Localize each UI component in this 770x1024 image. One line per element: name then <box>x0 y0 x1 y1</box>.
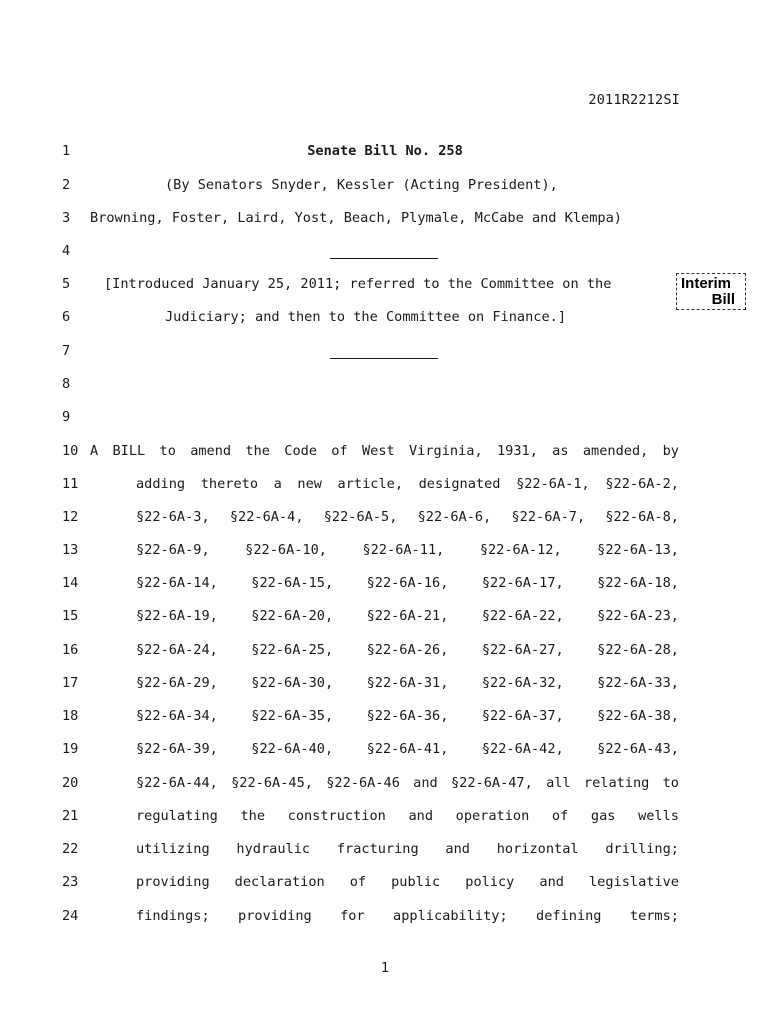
document-code: 2011R2212SI <box>588 92 680 108</box>
bill-line <box>0 207 770 229</box>
bill-text: §22-6A-39, §22-6A-40, §22-6A-41, §22-6A-42, §22-6A-43, <box>136 741 679 757</box>
bill-line <box>0 672 770 694</box>
bill-text: providing declaration of public policy and legislative <box>136 874 679 890</box>
bill-line <box>0 738 770 760</box>
bill-line <box>0 871 770 893</box>
line-number: 19 <box>62 741 79 757</box>
bill-line <box>0 306 770 328</box>
line-number: 8 <box>62 376 71 392</box>
bill-text: §22-6A-14, §22-6A-15, §22-6A-16, §22-6A-17, §22-6A-18, <box>136 575 679 591</box>
line-number: 7 <box>62 343 71 359</box>
bill-text: utilizing hydraulic fracturing and horizontal drilling; <box>136 841 679 857</box>
line-number: 3 <box>62 210 71 226</box>
stamp-line-1: Interim <box>681 275 732 292</box>
stamp-line-2: Bill <box>711 291 735 308</box>
line-number: 13 <box>62 542 79 558</box>
introduction-line: [Introduced January 25, 2011; referred to the Committee on the <box>104 276 612 292</box>
line-number: 20 <box>62 775 79 791</box>
introduction-line: Judiciary; and then to the Committee on Finance.] <box>165 309 567 325</box>
bill-line <box>0 539 770 561</box>
line-number: 18 <box>62 708 79 724</box>
line-number: 9 <box>62 409 71 425</box>
line-number: 15 <box>62 608 79 624</box>
bill-line <box>0 140 770 162</box>
line-number: 12 <box>62 509 79 525</box>
line-number: 23 <box>62 874 79 890</box>
bill-line <box>0 440 770 462</box>
bill-text: §22-6A-9, §22-6A-10, §22-6A-11, §22-6A-12, §22-6A-13, <box>136 542 679 558</box>
bill-title: Senate Bill No. 258 <box>307 143 463 159</box>
line-number: 4 <box>62 243 71 259</box>
sponsors-line: (By Senators Snyder, Kessler (Acting President), <box>165 177 558 193</box>
bill-line <box>0 805 770 827</box>
bill-line <box>0 838 770 860</box>
bill-text: §22-6A-44, §22-6A-45, §22-6A-46 and §22-6A-47, all relating to <box>136 775 679 791</box>
line-number: 5 <box>62 276 71 292</box>
bill-line <box>0 506 770 528</box>
divider-rule <box>330 358 438 359</box>
bill-line <box>0 905 770 927</box>
line-number: 14 <box>62 575 79 591</box>
line-number: 21 <box>62 808 79 824</box>
bill-text: §22-6A-3, §22-6A-4, §22-6A-5, §22-6A-6, §22-6A-7, §22-6A-8, <box>136 509 679 525</box>
sponsors-line: Browning, Foster, Laird, Yost, Beach, Plymale, McCabe and Klempa) <box>90 210 622 226</box>
bill-line <box>0 605 770 627</box>
bill-line <box>0 273 770 295</box>
bill-text: §22-6A-19, §22-6A-20, §22-6A-21, §22-6A-22, §22-6A-23, <box>136 608 679 624</box>
line-number: 24 <box>62 908 79 924</box>
bill-text: adding thereto a new article, designated §22-6A-1, §22-6A-2, <box>136 476 679 492</box>
bill-line <box>0 705 770 727</box>
line-number: 11 <box>62 476 79 492</box>
bill-line <box>0 772 770 794</box>
line-number: 16 <box>62 642 79 658</box>
line-number: 22 <box>62 841 79 857</box>
bill-text: §22-6A-24, §22-6A-25, §22-6A-26, §22-6A-27, §22-6A-28, <box>136 642 679 658</box>
interim-bill-stamp <box>676 273 746 310</box>
bill-text: §22-6A-34, §22-6A-35, §22-6A-36, §22-6A-37, §22-6A-38, <box>136 708 679 724</box>
bill-line <box>0 174 770 196</box>
divider-rule <box>330 258 438 259</box>
bill-text: §22-6A-29, §22-6A-30, §22-6A-31, §22-6A-32, §22-6A-33, <box>136 675 679 691</box>
line-number: 6 <box>62 309 71 325</box>
bill-line <box>0 406 770 428</box>
bill-line <box>0 473 770 495</box>
bill-line <box>0 572 770 594</box>
bill-text: findings; providing for applicability; defining terms; <box>136 908 679 924</box>
bill-text: regulating the construction and operation of gas wells <box>136 808 679 824</box>
line-number: 2 <box>62 177 71 193</box>
line-number: 1 <box>62 143 71 159</box>
bill-line <box>0 373 770 395</box>
bill-text: A BILL to amend the Code of West Virginia, 1931, as amended, by <box>90 443 679 459</box>
line-number: 17 <box>62 675 79 691</box>
page-number: 1 <box>380 960 390 976</box>
bill-line <box>0 639 770 661</box>
line-number: 10 <box>62 443 79 459</box>
